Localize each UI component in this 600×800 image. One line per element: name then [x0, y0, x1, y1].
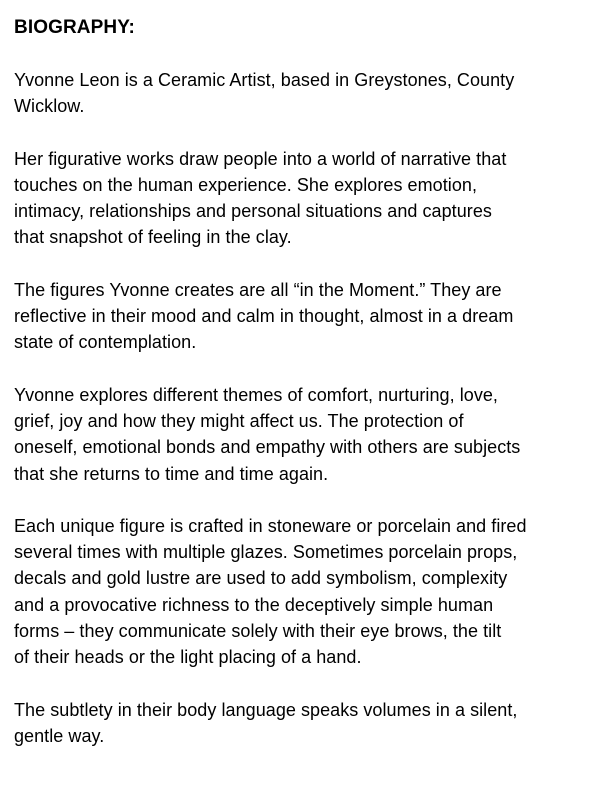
paragraph-themes: Yvonne explores different themes of comfort, nurturing, love, grief, joy and how they might affect us. The protection of oneself, emotional bonds and empathy with others are subjects that she returns to time and time again.	[14, 384, 521, 484]
paragraph-body-language: The subtlety in their body language speaks volumes in a silent, gentle way.	[14, 699, 518, 746]
paragraph-figurative-works: Her figurative works draw people into a world of narrative that touches on the human experience. She explores emotion, intimacy, relationships and personal situations and captures that snapshot of feeling in the clay.	[14, 148, 507, 248]
paragraph-location: Yvonne Leon is a Ceramic Artist, based in Greystones, County Wicklow.	[14, 70, 515, 117]
paragraph-craft: Each unique figure is crafted in stoneware or porcelain and fired several times with multiple glazes. Sometimes porcelain props, decals and gold lustre are used to add symbolism, complexity and a provocative richness to the deceptively simple human forms – they communicate solely with their eye brows, the tilt of their heads or the light placing of a hand.	[14, 515, 527, 668]
paragraph-in-the-moment: The figures Yvonne creates are all “in the Moment.” They are reflective in their mood and calm in thought, almost in a dream state of contemplation.	[14, 279, 514, 353]
biography-heading: BIOGRAPHY:	[14, 17, 135, 38]
